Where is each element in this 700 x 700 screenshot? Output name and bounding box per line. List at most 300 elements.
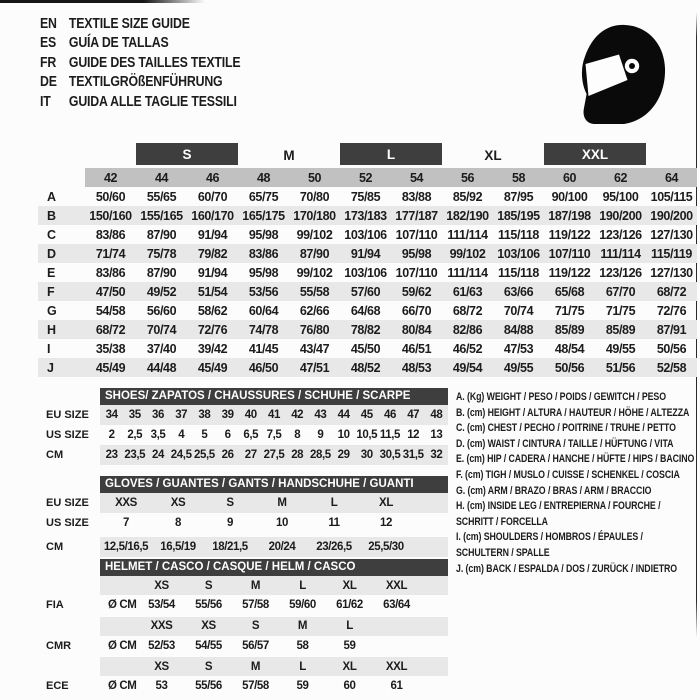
helmet-values-row — [38, 636, 448, 655]
size-value: 50/56 — [656, 341, 687, 356]
gloves-row-label: US SIZE — [46, 517, 89, 529]
size-value: 75/85 — [350, 189, 381, 204]
column-header: 48 — [238, 168, 289, 187]
gloves-value: 18/21,5 — [212, 541, 248, 553]
size-value: 87/90 — [146, 227, 177, 242]
shoes-row — [38, 445, 448, 465]
shoes-row-label: US SIZE — [46, 429, 89, 441]
helmet-cell-empty — [100, 617, 138, 636]
size-value: 70/80 — [299, 189, 330, 204]
row-key: I — [47, 341, 51, 356]
helmet-standard-label: ECE — [46, 680, 69, 693]
gloves-value: 12 — [380, 517, 392, 529]
language-title: GUIDA ALLE TAGLIE TESSILI — [68, 93, 237, 110]
size-value: 119/122 — [548, 227, 591, 242]
helmet-size-cells — [100, 576, 448, 595]
helmet-size: XL — [342, 660, 357, 673]
helmet-sizes-row — [38, 576, 448, 595]
shoes-value: 48 — [430, 409, 443, 421]
legend-line: I. (cm) SHOULDERS / HOMBROS / ÉPAULES / — [456, 531, 643, 544]
size-value: 170/180 — [289, 206, 340, 225]
size-value: 87/90 — [146, 265, 177, 280]
size-value: 127/130 — [650, 265, 693, 280]
helmet-values-row — [38, 676, 448, 695]
size-value: 185/195 — [493, 206, 544, 225]
gloves-value: 8 — [175, 517, 181, 529]
legend-line: D. (cm) WAIST / CINTURA / TAILLE / HÜFTUNG / VITA — [456, 437, 674, 450]
size-value: 50/56 — [544, 358, 595, 377]
size-value: 71/74 — [85, 244, 136, 263]
shoes-table-body — [38, 405, 448, 465]
size-value: 79/82 — [187, 244, 238, 263]
shoes-cells — [100, 405, 448, 425]
size-value: 43/47 — [299, 341, 330, 356]
shoes-value: 40 — [244, 409, 257, 421]
size-value: 74/78 — [238, 320, 289, 339]
gloves-value: XS — [170, 497, 186, 509]
language-code: ES — [40, 35, 57, 52]
size-value: 65/75 — [248, 189, 279, 204]
size-value: 115/118 — [497, 227, 539, 242]
helmet-table-body — [38, 576, 448, 696]
size-value: 75/78 — [136, 244, 187, 263]
top-border-artifact — [0, 0, 205, 3]
helmet-size-cells — [100, 617, 448, 636]
size-value: 64/68 — [350, 303, 381, 318]
size-value: 54/58 — [95, 303, 126, 318]
helmet-size: XS — [154, 660, 169, 673]
size-value: 72/76 — [187, 320, 238, 339]
size-value: 35/38 — [95, 341, 126, 356]
shoes-value: 38 — [198, 409, 211, 421]
size-group-xxl: XXL — [544, 143, 646, 165]
shoes-value: 25,5 — [194, 449, 215, 461]
size-value: 111/114 — [595, 244, 646, 263]
language-row — [40, 14, 240, 34]
shoes-value: 24,5 — [170, 449, 192, 461]
language-title: GUÍA DE TALLAS — [68, 35, 169, 52]
size-value: 105/115 — [650, 189, 693, 204]
size-value: 51/54 — [187, 282, 238, 301]
legend-line: G. (cm) ARM / BRAZO / BRAS / ARM / BRACCIO — [456, 484, 652, 497]
shoes-value: 41 — [267, 409, 280, 421]
apparel-size-table — [38, 142, 697, 377]
helmet-icon — [578, 24, 668, 128]
size-value: 71/75 — [554, 303, 585, 318]
helmet-size: XXS — [150, 620, 173, 633]
shoes-value: 39 — [221, 409, 234, 421]
shoes-value: 26 — [221, 449, 234, 461]
row-key: F — [38, 282, 85, 301]
size-value: 45/49 — [187, 358, 238, 377]
helmet-size: XS — [201, 620, 216, 633]
column-header: 60 — [544, 168, 595, 187]
helmet-value: 63/64 — [383, 598, 410, 611]
size-value: 90/100 — [551, 189, 588, 204]
language-row — [40, 53, 240, 73]
size-value: 103/106 — [493, 244, 544, 263]
size-value: 99/102 — [442, 244, 493, 263]
size-value: 47/53 — [503, 341, 534, 356]
size-value: 46/50 — [238, 358, 289, 377]
size-value: 160/170 — [187, 206, 238, 225]
helmet-table — [38, 559, 448, 696]
size-value: 95/98 — [248, 265, 279, 280]
shoes-table — [38, 388, 448, 465]
size-value: 39/42 — [197, 341, 228, 356]
size-value: 78/82 — [340, 320, 391, 339]
helmet-size-cells — [100, 657, 448, 676]
shoes-value: 2 — [108, 429, 115, 441]
gloves-row — [38, 493, 448, 513]
size-value: 87/95 — [503, 189, 534, 204]
size-value: 61/63 — [442, 282, 493, 301]
size-value: 47/50 — [85, 282, 136, 301]
helmet-value: 60 — [343, 680, 356, 693]
measurement-legend — [456, 390, 694, 577]
helmet-row-label — [38, 617, 100, 636]
size-value: 107/110 — [395, 265, 438, 280]
helmet-value: 52/53 — [148, 639, 175, 652]
helmet-value: 55/56 — [195, 598, 222, 611]
size-value: 83/86 — [238, 244, 289, 263]
shoes-value: 6 — [224, 429, 231, 441]
gloves-value: 20/24 — [268, 541, 296, 553]
gloves-value: 25,5/30 — [368, 541, 404, 553]
size-value: 49/52 — [136, 282, 187, 301]
size-value: 91/94 — [197, 227, 228, 242]
size-value: 44/48 — [136, 358, 187, 377]
size-value: 95/100 — [602, 189, 639, 204]
helmet-size: M — [250, 660, 261, 673]
helmet-size: XS — [154, 579, 169, 592]
helmet-value: 61 — [390, 680, 403, 693]
size-value: 60/70 — [197, 189, 228, 204]
helmet-size: S — [204, 579, 213, 592]
size-value: 72/76 — [656, 303, 687, 318]
size-value: 55/58 — [289, 282, 340, 301]
size-group-m: M — [283, 147, 295, 163]
size-value: 71/75 — [605, 303, 636, 318]
shoes-value: 7,5 — [266, 429, 282, 441]
size-value: 85/89 — [544, 320, 595, 339]
gloves-value: 11 — [328, 517, 340, 529]
row-key: A — [47, 189, 56, 204]
size-value: 99/102 — [296, 265, 333, 280]
gloves-table-header: GLOVES / GUANTES / GANTS / HANDSCHUHE / GUANTI — [100, 476, 448, 493]
size-value: 83/86 — [95, 227, 126, 242]
language-code: FR — [40, 54, 57, 71]
gloves-value: S — [226, 497, 234, 509]
size-value: 119/122 — [548, 265, 591, 280]
helmet-value: 53 — [155, 680, 168, 693]
shoes-value: 24 — [151, 449, 164, 461]
size-value: 45/50 — [350, 341, 381, 356]
row-key: G — [47, 303, 57, 318]
legend-line: H. (cm) INSIDE LEG / ENTREPIERNA / FOURCHE / — [456, 500, 661, 513]
size-value: 150/160 — [85, 206, 136, 225]
size-value: 52/58 — [646, 358, 697, 377]
shoes-value: 3,5 — [150, 429, 166, 441]
size-value: 70/74 — [503, 303, 534, 318]
helmet-size: S — [251, 620, 260, 633]
size-value: 107/110 — [395, 227, 438, 242]
size-value: 87/91 — [646, 320, 697, 339]
size-value: 173/183 — [340, 206, 391, 225]
shoes-value: 23,5 — [124, 449, 146, 461]
size-value: 82/86 — [442, 320, 493, 339]
helmet-value: 54/55 — [195, 639, 222, 652]
gloves-value: 10 — [276, 517, 288, 529]
gloves-row-label: CM — [46, 541, 64, 553]
shoes-value: 6,5 — [243, 429, 259, 441]
size-value: 85/92 — [452, 189, 483, 204]
shoes-value: 27 — [244, 449, 257, 461]
shoes-value: 45 — [360, 409, 373, 421]
language-title: TEXTILGRÖßENFÜHRUNG — [68, 74, 223, 91]
shoes-cells — [100, 445, 448, 465]
gloves-cells — [100, 513, 448, 533]
language-code: EN — [40, 15, 57, 32]
helmet-row-label — [38, 576, 100, 595]
helmet-value: 53/54 — [148, 598, 175, 611]
gloves-cells — [100, 537, 448, 557]
language-row — [40, 73, 240, 93]
helmet-value: 59/60 — [289, 598, 316, 611]
shoes-value: 37 — [175, 409, 188, 421]
legend-line: C. (cm) CHEST / PECHO / POITRINE / TRUHE / PETTO — [456, 422, 676, 435]
helmet-size: M — [297, 620, 308, 633]
shoes-value: 13 — [430, 429, 443, 441]
gloves-value: 7 — [123, 517, 129, 529]
size-value: 50/60 — [95, 189, 126, 204]
size-value: 190/200 — [595, 206, 646, 225]
size-value: 49/55 — [493, 358, 544, 377]
shoes-value: 28,5 — [310, 449, 331, 461]
shoes-value: 36 — [151, 409, 164, 421]
row-key: J — [38, 358, 85, 377]
column-header: 46 — [187, 168, 238, 187]
helmet-unit: Ø CM — [108, 639, 137, 652]
shoes-value: 27,5 — [263, 449, 285, 461]
helmet-size: M — [250, 579, 261, 592]
helmet-unit: Ø CM — [108, 598, 137, 611]
shoes-value: 46 — [383, 409, 396, 421]
size-value: 187/198 — [544, 206, 595, 225]
size-value: 99/102 — [296, 227, 333, 242]
gloves-value: XL — [379, 497, 393, 509]
size-value: 87/90 — [289, 244, 340, 263]
helmet-standard-label: CMR — [46, 639, 72, 652]
size-value: 107/110 — [544, 244, 595, 263]
size-value: 63/66 — [493, 282, 544, 301]
row-key: D — [38, 244, 85, 263]
shoes-value: 4 — [178, 429, 185, 441]
size-value: 177/187 — [391, 206, 442, 225]
size-value: 46/52 — [452, 341, 483, 356]
size-value: 48/52 — [340, 358, 391, 377]
shoes-value: 34 — [105, 409, 118, 421]
size-value: 45/49 — [85, 358, 136, 377]
shoes-row-label: CM — [46, 449, 64, 461]
size-value: 84/88 — [493, 320, 544, 339]
helmet-cell-empty — [100, 657, 138, 676]
size-value: 127/130 — [650, 227, 693, 242]
size-value: 95/98 — [248, 227, 279, 242]
legend-line: B. (cm) HEIGHT / ALTURA / HAUTEUR / HÖHE / ALTEZZA — [456, 406, 690, 419]
size-value: 68/72 — [85, 320, 136, 339]
shoes-row-label: EU SIZE — [46, 409, 89, 421]
row-key: H — [38, 320, 85, 339]
helmet-size: S — [204, 660, 213, 673]
size-value: 68/72 — [452, 303, 483, 318]
shoes-value: 29 — [337, 449, 350, 461]
column-header: 62 — [595, 168, 646, 187]
size-value: 123/126 — [599, 265, 642, 280]
legend-line: J. (cm) BACK / ESPALDA / DOS / ZURÜCK / INDIETRO — [456, 562, 678, 575]
size-value: 58/62 — [197, 303, 228, 318]
language-code: DE — [40, 74, 57, 91]
row-key: B — [38, 206, 85, 225]
helmet-table-header: HELMET / CASCO / CASQUE / HELM / CASCO — [100, 559, 448, 576]
language-row — [40, 34, 240, 54]
shoes-value: 11,5 — [379, 429, 401, 441]
size-group-xl: XL — [484, 147, 502, 163]
size-value: 55/65 — [146, 189, 177, 204]
shoes-value: 35 — [128, 409, 141, 421]
shoes-value: 30,5 — [379, 449, 401, 461]
shoes-table-header: SHOES/ ZAPATOS / CHAUSSURES / SCHUHE / SCARPE — [100, 388, 448, 405]
language-title: TEXTILE SIZE GUIDE — [68, 15, 190, 32]
column-header: 64 — [646, 168, 697, 187]
size-value: 65/68 — [544, 282, 595, 301]
shoes-value: 30 — [360, 449, 373, 461]
size-value: 115/119 — [646, 244, 697, 263]
column-header: 58 — [493, 168, 544, 187]
language-title: GUIDE DES TAILLES TEXTILE — [68, 54, 241, 71]
column-header: 56 — [442, 168, 493, 187]
shoes-value: 32 — [430, 449, 443, 461]
size-value: 49/54 — [442, 358, 493, 377]
size-value: 111/114 — [447, 265, 488, 280]
shoes-value: 9 — [317, 429, 324, 441]
language-list — [40, 14, 240, 112]
size-value: 95/98 — [391, 244, 442, 263]
helmet-standard-label: FIA — [46, 598, 64, 611]
helmet-size: XL — [342, 579, 357, 592]
row-key: C — [47, 227, 56, 242]
shoes-value: 2,5 — [127, 429, 143, 441]
shoes-value: 28 — [291, 449, 304, 461]
helmet-size: XXL — [385, 660, 408, 673]
gloves-table-body — [38, 493, 448, 557]
helmet-value-cells — [100, 676, 448, 695]
helmet-size: L — [346, 620, 353, 633]
size-value: 48/54 — [554, 341, 585, 356]
shoes-value: 43 — [314, 409, 327, 421]
helmet-sizes-row — [38, 617, 448, 636]
shoes-cells — [100, 425, 448, 445]
legend-line: SCHULTERN / SPALLE — [456, 546, 550, 559]
helmet-value: 59 — [343, 639, 356, 652]
helmet-row-label — [38, 657, 100, 676]
shoes-value: 31,5 — [402, 449, 424, 461]
size-value: 49/55 — [605, 341, 636, 356]
size-value: 115/118 — [497, 265, 539, 280]
gloves-row — [38, 537, 448, 557]
size-value: 103/106 — [344, 227, 387, 242]
size-value: 48/53 — [391, 358, 442, 377]
column-header: 52 — [340, 168, 391, 187]
column-header: 54 — [391, 168, 442, 187]
helmet-value: 57/58 — [242, 598, 269, 611]
helmet-size: L — [299, 579, 306, 592]
helmet-value: 55/56 — [195, 680, 222, 693]
size-value: 103/106 — [344, 265, 387, 280]
gloves-value: XXS — [115, 497, 137, 509]
shoes-value: 44 — [337, 409, 350, 421]
size-value: 59/62 — [391, 282, 442, 301]
column-header: 50 — [289, 168, 340, 187]
shoes-value: 5 — [201, 429, 208, 441]
size-value: 53/56 — [238, 282, 289, 301]
size-value: 83/88 — [401, 189, 432, 204]
size-value: 37/40 — [146, 341, 177, 356]
shoes-value: 23 — [105, 449, 118, 461]
size-value: 111/114 — [447, 227, 488, 242]
size-value: 56/60 — [146, 303, 177, 318]
size-value: 51/56 — [595, 358, 646, 377]
legend-line: SCHRITT / FORCELLA — [456, 515, 548, 528]
size-value: 76/80 — [289, 320, 340, 339]
helmet-unit: Ø CM — [108, 680, 137, 693]
gloves-value: L — [330, 497, 338, 509]
helmet-value-cells — [100, 636, 448, 655]
column-header: 42 — [85, 168, 136, 187]
gloves-value: M — [277, 497, 287, 509]
column-header: 44 — [136, 168, 187, 187]
size-value: 83/86 — [95, 265, 126, 280]
gloves-value: 12,5/16,5 — [103, 541, 149, 553]
language-code: IT — [40, 93, 51, 110]
helmet-value-cells — [100, 595, 448, 614]
size-value: 57/60 — [340, 282, 391, 301]
legend-line: F. (cm) TIGH / MUSLO / CUISSE / SCHENKEL / COSCIA — [456, 468, 680, 481]
helmet-value: 56/57 — [242, 639, 269, 652]
helmet-value: 58 — [296, 639, 309, 652]
size-value: 46/51 — [401, 341, 432, 356]
helmet-values-row — [38, 595, 448, 614]
helmet-value: 57/58 — [242, 680, 269, 693]
helmet-cell-empty — [100, 576, 138, 595]
size-value: 66/70 — [401, 303, 432, 318]
size-group-s: S — [136, 143, 238, 165]
size-value: 165/175 — [238, 206, 289, 225]
gloves-table — [38, 476, 448, 557]
size-value: 70/74 — [136, 320, 187, 339]
shoes-value: 10,5 — [356, 429, 378, 441]
shoes-value: 10 — [337, 429, 350, 441]
size-value: 91/94 — [197, 265, 228, 280]
shoes-value: 8 — [294, 429, 301, 441]
gloves-value: 16,5/19 — [160, 541, 196, 553]
size-value: 182/190 — [442, 206, 493, 225]
helmet-value: 61/62 — [336, 598, 363, 611]
helmet-value — [373, 636, 420, 655]
gloves-value: 23/26,5 — [316, 541, 352, 553]
size-value: 47/51 — [289, 358, 340, 377]
gloves-row — [38, 513, 448, 533]
